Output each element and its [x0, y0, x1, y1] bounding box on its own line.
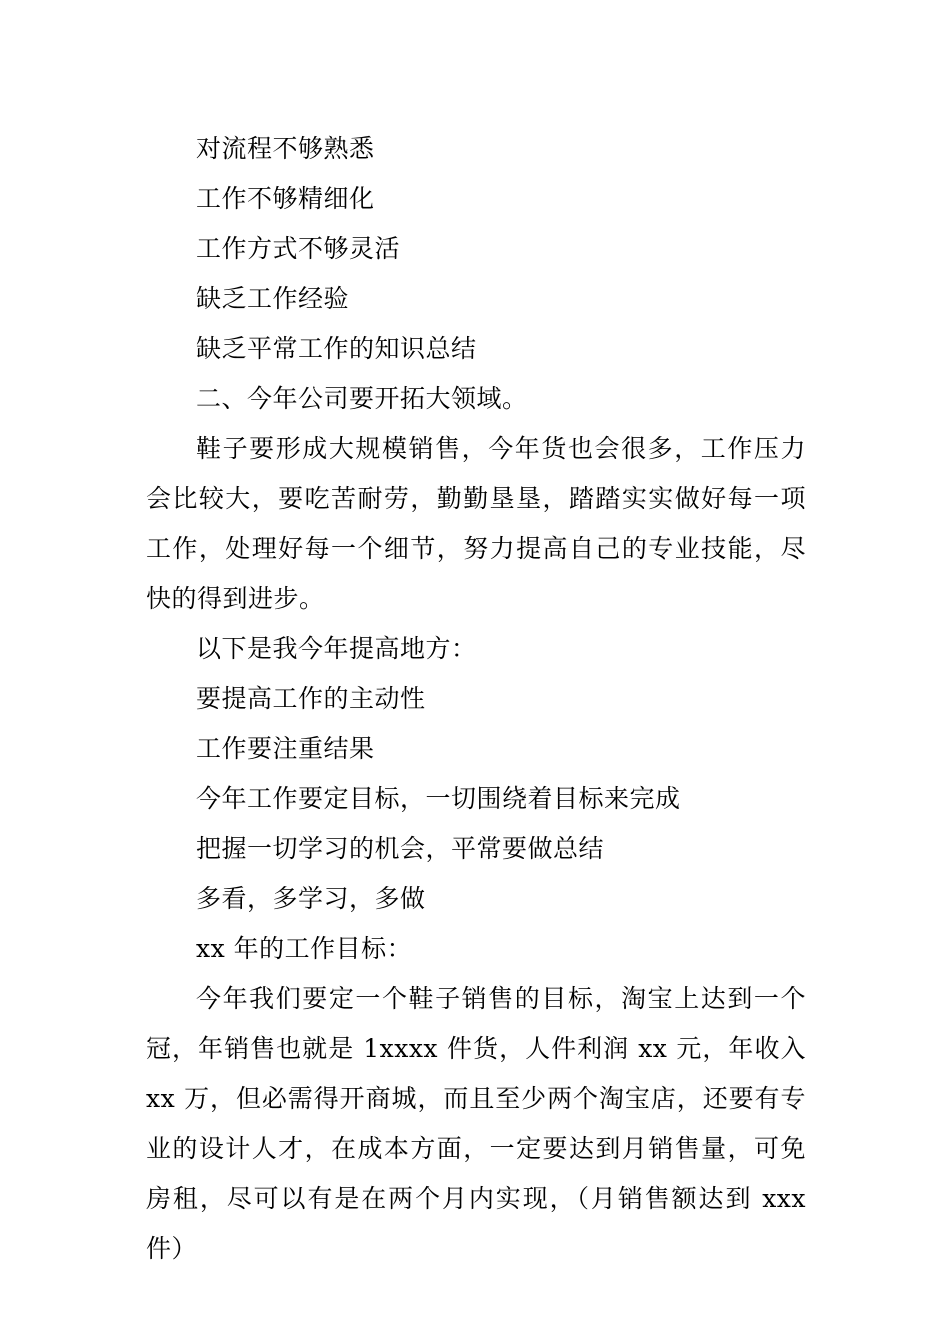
paragraph-unfamiliar-process: 对流程不够熟悉: [196, 134, 375, 163]
paragraph-improvement-intro: 以下是我今年提高地方：: [196, 634, 477, 663]
section-heading-work-goals: xx 年的工作目标：: [196, 934, 413, 963]
paragraph-learning-opportunities: 把握一切学习的机会，平常要做总结: [196, 834, 605, 863]
paragraph-focus-results: 工作要注重结果: [196, 734, 375, 763]
paragraph-initiative: 要提高工作的主动性: [196, 684, 426, 713]
paragraph-lack-summary: 缺乏平常工作的知识总结: [196, 334, 477, 363]
paragraph-not-flexible: 工作方式不够灵活: [196, 234, 401, 263]
paragraph-set-goals: 今年工作要定目标，一切围绕着目标来完成: [196, 784, 681, 813]
paragraph-large-scale-sales: 鞋子要形成大规模销售，今年货也会很多，工作压力会比较大，要吃苦耐劳，勤勤垦垦，踏踏实实做好每一项工作，处理好每一个细节，努力提高自己的专业技能，尽快的得到进步。: [146, 434, 806, 613]
paragraph-see-learn-do: 多看，多学习，多做: [196, 884, 426, 913]
paragraph-lack-experience: 缺乏工作经验: [196, 284, 350, 313]
document-body: [146, 124, 806, 1274]
paragraph-sales-target: 今年我们要定一个鞋子销售的目标，淘宝上达到一个冠，年销售也就是 1xxxx 件货，人件利润 xx 元，年收入 xx 万，但必需得开商城，而且至少两个淘宝店，还要有专业的设计人才，在成本方面，一定要达到月销售量，可免房租，尽可以有是在两个月内实现，（月销售额达到 xxx 件）: [146, 984, 806, 1263]
paragraph-not-refined: 工作不够精细化: [196, 184, 375, 213]
section-heading-expand-domain: 二、今年公司要开拓大领域。: [196, 384, 528, 413]
